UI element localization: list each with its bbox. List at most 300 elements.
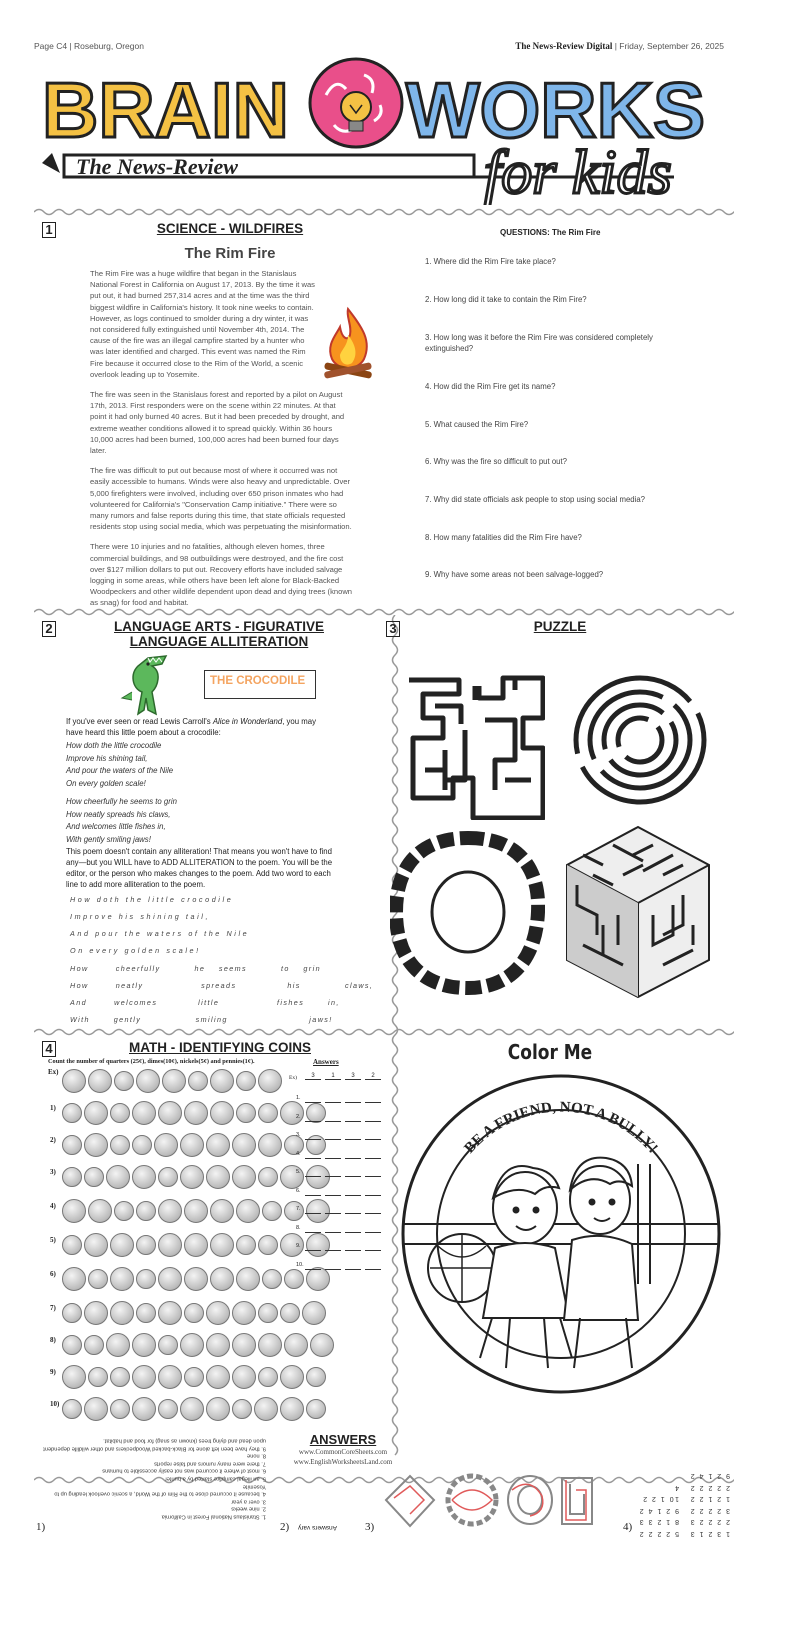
coin-icon [136,1235,156,1255]
answer-label-2: 2) [280,1521,290,1533]
answer-blank[interactable] [325,1259,341,1270]
answer-blank[interactable] [365,1222,381,1233]
coin-row [62,1397,326,1421]
coin-row-label: 6) [50,1270,56,1278]
crocodile-title-box [204,670,316,699]
coin-icon [280,1397,304,1421]
answers-site-1: www.CommonCoreSheets.com [298,1448,388,1456]
alliteration-task: This poem doesn't contain any alliteration! That means you won't have to find any—but you WILL have to ADD ALLITERATION to the poem. You will be the editor, or the person who makes changes to the poem. Add two word to each line to add more alliteration to the poem. [66,847,333,889]
coin-icon [84,1335,104,1355]
answer-blank[interactable] [345,1203,361,1214]
coin-icon [184,1233,208,1257]
answer-blanks[interactable] [305,1092,381,1103]
coin-icon [262,1269,282,1289]
coin-icon [184,1101,208,1125]
coin-icon [236,1235,256,1255]
coin-icon [206,1301,230,1325]
divider-3 [34,1026,734,1038]
coin-icon [258,1235,278,1255]
question-4: 4. How did the Rim Fire get its name? [425,382,556,391]
section-4-heading: MATH - IDENTIFYING COINS [129,1040,311,1055]
answer-blank[interactable] [325,1222,341,1233]
question-1: 1. Where did the Rim Fire take place? [425,257,556,266]
coin-row-label: 4) [50,1202,56,1210]
answer-blank[interactable] [345,1129,361,1140]
coin-icon [132,1365,156,1389]
answer-key-row: 9 2 1 4 2 [689,1472,730,1480]
coin-icon [84,1101,108,1125]
coin-icon [110,1399,130,1419]
answer-blanks[interactable] [305,1240,381,1251]
coin-icon [110,1367,130,1387]
coin-icon [62,1103,82,1123]
answer-blank[interactable] [345,1222,361,1233]
coin-row-label: 9) [50,1368,56,1376]
coin-icon [180,1133,204,1157]
section-4-number: 4 [42,1041,56,1057]
answer-key-row: 2 2 2 2 2 [689,1484,730,1491]
answer-blanks[interactable] [305,1222,381,1233]
coin-icon [258,1069,282,1093]
answer-blank[interactable] [345,1092,361,1103]
coin-icon [184,1267,208,1291]
answer-blank[interactable] [305,1111,321,1122]
question-8: 8. How many fatalities did the Rim Fire have? [425,533,582,542]
coin-row [62,1199,330,1223]
coin-icon [84,1301,108,1325]
coin-icon [114,1201,134,1221]
fill-line-8: With gently smiling jaws! [70,1015,333,1024]
section-1-heading: SCIENCE - WILDFIRES [156,221,304,236]
coin-icon [110,1267,134,1291]
coin-icon [232,1333,256,1357]
coin-icon [158,1365,182,1389]
answer-blank[interactable] [325,1203,341,1214]
coin-icon [284,1269,304,1289]
crocodile-icon [118,652,176,720]
answer-key-row: 1 3 2 1 3 [689,1530,730,1537]
answer-key-row: 5 2 2 2 2 [638,1530,679,1537]
coin-icon [114,1071,134,1091]
answer-blank[interactable] [305,1129,321,1140]
answer-line-label: 2. [296,1113,301,1120]
coloring-banner-text: BE A FRIEND, NOT A BULLY! [461,1099,661,1157]
coin-icon [132,1333,156,1357]
coin-icon [158,1233,182,1257]
coin-row [62,1233,330,1257]
coin-row-label: 5) [50,1236,56,1244]
answer-key-row: 2 2 2 2 3 [689,1518,730,1526]
coloring-page [400,1068,722,1398]
example-label: Ex) [48,1068,59,1076]
section-1-number: 1 [42,222,56,238]
coin-icon [84,1397,108,1421]
answer-blank[interactable] [305,1222,321,1233]
answer-blank[interactable] [345,1166,361,1177]
coin-icon [284,1135,304,1155]
poem-intro-end: , you may have heard this little poem about a crocodile: [66,717,317,737]
poem-stanza-2 [66,796,177,846]
answer-blank[interactable] [365,1111,381,1122]
coin-icon [62,1399,82,1419]
question-5: 5. What caused the Rim Fire? [425,420,529,429]
coin-icon [310,1333,334,1357]
question-7: 7. Why did state officials ask people to stop using social media? [425,495,646,504]
coin-row [62,1301,326,1325]
coin-icon [236,1071,256,1091]
coin-icon [62,1199,86,1223]
answer-blank[interactable] [345,1259,361,1270]
question-9: 9. Why have some areas not been salvage-logged? [425,570,604,579]
coin-icon [210,1101,234,1125]
maze-square-icon [405,670,545,820]
article-paragraph-1: The Rim Fire was a huge wildfire that began in the Stanislaus National Forest in California on August 17, 2013. By the time it was put out, it had burned 257,314 acres and at the time was the third biggest wildfire in California's history. It took nine weeks to contain. However, as logs continued to smolder during a dry winter, it was not considered fully extinguished until November 4th, 2014. The cause of the fire was an illegal campfire started by a hunter who was later identified and charged. This event was named the Rim Fire because it occurred close to the Rim of the World, a scenic overlook leading up to Yosemite. [90,269,315,379]
coin-icon [84,1167,104,1187]
coin-icon [232,1301,256,1325]
answer-blank[interactable] [305,1185,321,1196]
coin-icon [110,1301,134,1325]
coin-icon [232,1399,252,1419]
coin-icon [206,1365,230,1389]
paper-dateline [515,41,724,51]
answer-key-row: 1 2 1 2 2 [689,1495,730,1503]
answer-key-line: 3. over a year [231,1498,266,1505]
answer-blank[interactable] [325,1185,341,1196]
color-me-title: Color Me [507,1040,593,1064]
coin-icon [84,1233,108,1257]
coin-icon [232,1365,256,1389]
answer-key-line: 4. because it occurred close to the Rim of the World, a scenic overlook leading up to Yosemite [54,1483,266,1497]
poem-stanza-1 [66,740,173,790]
answer-blank[interactable] [305,1240,321,1251]
answer-blanks[interactable] [305,1129,381,1140]
coin-icon [158,1301,182,1325]
coin-row-label: 10) [50,1400,60,1408]
masthead-art [34,55,734,205]
coin-row-label: 8) [50,1336,56,1344]
coin-icon [254,1397,278,1421]
section-2-number: 2 [42,621,56,637]
coin-icon [306,1367,326,1387]
poem-intro-start: If you've ever seen or read Lewis Carroll's [66,717,213,726]
answer-blank[interactable] [365,1129,381,1140]
coin-icon [136,1069,160,1093]
article-paragraph-3: The fire was difficult to put out because most of where it occurred was not easily accessible to humans. Winds were also heavy and unpredictable. Over 5,000 firefighters were involved, including over 650 prison inmates who had volunteered for California's "Conservation Camp initiative." There were so many rumors and false reports during this time, that state officials requested residents stop using social media, which was perpetuating the misinformation. [90,466,352,532]
question-6: 6. Why was the fire so difficult to put out? [425,457,568,466]
coin-row [62,1267,330,1291]
answer-blank[interactable] [365,1185,381,1196]
answer-blank[interactable] [305,1259,321,1270]
coin-icon [110,1233,134,1257]
coin-icon [258,1167,278,1187]
example-answer: 3 [345,1073,361,1080]
fill-line-1: How doth the little crocodile [70,895,234,904]
answer-line-label: 3. [296,1132,301,1138]
answer-key-1 [38,1436,266,1520]
coin-icon [158,1335,178,1355]
coin-icon [284,1201,304,1221]
coin-icon [180,1333,204,1357]
answers-site-2: www.EnglishWorksheetsLand.com [293,1458,393,1466]
crocodile-title: THE CROCODILE [210,675,306,687]
maze-solutions-icon [382,1470,610,1532]
answer-blank[interactable] [305,1203,321,1214]
coin-icon [306,1267,330,1291]
brain-word: BRAIN [42,66,289,154]
answer-line-label: 10. [296,1261,304,1268]
coin-icon [210,1267,234,1291]
coin-row [62,1333,334,1357]
coin-icon [184,1303,204,1323]
fill-line-7: And welcomes little fishes in, [70,998,340,1007]
coin-icon [106,1333,130,1357]
coin-row [62,1165,330,1189]
page-info: Page C4 | Roseburg, Oregon [34,41,144,51]
answer-blank[interactable] [365,1259,381,1270]
poem-line: How neatly spreads his claws, [66,809,171,819]
maze-round-icon [570,670,710,810]
example-answer: 3 [305,1073,321,1080]
answer-blanks[interactable] [305,1259,381,1270]
poem-line: How cheerfully he seems to grin [66,797,177,806]
answer-key-row: 3 2 2 2 2 [689,1507,730,1514]
answer-blanks[interactable] [305,1148,381,1159]
answer-blank[interactable] [305,1092,321,1103]
answer-line-label: 6. [296,1187,301,1194]
answer-blank[interactable] [305,1148,321,1159]
fill-line-6: How neatly spreads his claws, [70,981,374,990]
coin-icon [158,1267,182,1291]
answer-blank[interactable] [325,1166,341,1177]
answer-key-line: 6. most of where it occurred was not easily accessible to humans [102,1467,266,1474]
coin-icon [258,1333,282,1357]
poem-intro [66,716,334,738]
coin-icon [88,1069,112,1093]
answer-blank[interactable] [365,1166,381,1177]
answer-line-label: 1. [296,1095,301,1101]
answer-blank[interactable] [305,1166,321,1177]
answer-key-row: 10 1 2 2 4 [641,1484,679,1503]
coin-icon [62,1267,86,1291]
coin-icon [62,1303,82,1323]
coin-icon [62,1365,86,1389]
coin-icon [184,1199,208,1223]
answer-line-label: 4. [296,1150,301,1157]
coin-icon [110,1135,130,1155]
coin-icon [236,1103,256,1123]
answer-key-row: 9 2 1 4 2 [638,1507,679,1514]
coin-icon [206,1333,230,1357]
answer-blank[interactable] [345,1148,361,1159]
poem-line: On every golden scale! [66,778,146,788]
book-title: Alice in Wonderland [212,717,283,726]
answer-blank[interactable] [325,1092,341,1103]
answer-blank[interactable] [325,1240,341,1251]
brain-lightbulb-icon [310,59,402,147]
coin-icon [132,1397,156,1421]
coin-icon [306,1399,326,1419]
coin-icon [162,1069,186,1093]
answer-line-label: 8. [296,1224,301,1231]
example-answers [305,1073,381,1080]
coin-icon [232,1133,256,1157]
example-answer: 2 [365,1073,381,1080]
answers-heading: ANSWERS [309,1432,377,1447]
answer-label-3: 3) [365,1521,375,1533]
answer-label-4: 4) [623,1521,633,1533]
answer-blank[interactable] [345,1240,361,1251]
answer-key-line: 8. none [247,1452,266,1459]
coin-icon [262,1201,282,1221]
coin-icon [210,1233,234,1257]
coin-icon [280,1303,300,1323]
answer-key-4 [636,1470,730,1539]
coin-icon [132,1135,152,1155]
coin-icon [232,1165,256,1189]
coin-icon [62,1235,82,1255]
poem-line: With gently smiling jaws! [66,834,151,844]
for-kids-word: for kids [484,139,672,205]
coin-icon [210,1069,234,1093]
coin-row-label: 7) [50,1304,56,1312]
answer-blank[interactable] [325,1129,341,1140]
coin-icon [180,1165,204,1189]
campfire-icon [322,305,374,383]
answers-title: Answers [313,1058,339,1066]
coin-icon [84,1133,108,1157]
coin-icon [184,1367,204,1387]
answer-key-row: 8 1 2 3 3 [638,1518,679,1526]
answers-ex-label: Ex) [289,1075,297,1081]
coin-icon [258,1303,278,1323]
coin-icon [62,1069,86,1093]
coin-icon [136,1201,156,1221]
section-3-heading: PUZZLE [533,619,587,634]
divider-top [34,206,734,218]
answer-line-label: 5. [296,1169,301,1175]
answer-blank[interactable] [365,1203,381,1214]
answer-key-line: 2. nine weeks [231,1505,266,1512]
answer-blanks[interactable] [305,1185,381,1196]
coin-icon [154,1133,178,1157]
coin-row [62,1101,326,1125]
coin-icon [206,1165,230,1189]
coin-icon [158,1399,178,1419]
answer-blank[interactable] [365,1148,381,1159]
poem-line: How doth the little crocodile [66,741,162,750]
paper-logo-text: The News-Review [76,154,238,179]
answer-blank[interactable] [325,1148,341,1159]
questions-title: QUESTIONS: The Rim Fire [500,228,601,237]
coin-instructions: Count the number of quarters (25¢), dimes(10¢), nickels(5¢) and pennies(1¢). [48,1058,255,1065]
answer-blanks[interactable] [305,1166,381,1177]
poem-line: And pour the waters of the Nile [66,766,174,775]
coin-icon [236,1267,260,1291]
coin-icon [180,1397,204,1421]
maze-cube-icon [563,825,713,1000]
coin-icon [258,1103,278,1123]
example-answer: 1 [325,1073,341,1080]
coin-icon [62,1167,82,1187]
answer-label-1: 1) [36,1521,46,1533]
coin-icon [88,1269,108,1289]
answer-blanks[interactable] [305,1111,381,1122]
article-paragraph-4: There were 10 injuries and no fatalities, although eleven homes, three commercial buildings, and 98 outbuildings were destroyed, and the fire cost over $127 million dollars to put out. Recovery efforts have included salvage logging in some areas, while others have been left alone for Black-Backed Woodpeckers and other wildlife dependent upon dead and dying trees (known as snag) for food and habitat. [90,542,353,608]
article-paragraph-2: The fire was seen in the Stanislaus forest and reported by a pilot on August 17th, 2013. First responders were on the scene within 22 minutes. At that point it had only burned 40 acres. But it had been preceded by drought, and extreme weather conditions allowed it to spread quickly. Within 36 hours 10,000 acres had been burned, 100,000 acres had been burned four days later. [90,390,345,456]
answer-key-line: 9. they have been left alone for Black-backed Woodpeckers and other wildlife dependent upon dead and dying trees (known as snag) for food and habitat. [43,1437,266,1452]
coin-row-label: 3) [50,1168,56,1176]
fill-line-4: On every golden scale! [70,946,201,955]
coin-icon [258,1367,278,1387]
coin-icon [62,1335,82,1355]
section-3-number: 3 [386,621,400,637]
coin-icon [88,1367,108,1387]
answer-key-line: 5. an illegal campfire started by a hunter [164,1475,266,1482]
coin-icon [136,1269,156,1289]
answer-blank[interactable] [345,1111,361,1122]
answer-line-label: 9. [296,1243,301,1249]
coin-icon [158,1101,182,1125]
coin-icon [188,1071,208,1091]
question-2: 2. How long did it take to contain the Rim Fire? [425,295,587,304]
coin-icon [280,1365,304,1389]
coin-icon [136,1303,156,1323]
coin-icon [302,1301,326,1325]
coin-icon [284,1333,308,1357]
answer-key-line: 7. there were many rumors and false reports [154,1460,266,1467]
coin-icon [110,1103,130,1123]
works-word: WORKS [406,66,705,154]
coin-icon [236,1199,260,1223]
answer-blank[interactable] [345,1185,361,1196]
fill-line-5: How cheerfully he seems to grin [70,964,321,973]
date: | Friday, September 26, 2025 [612,41,724,51]
article-title: The Rim Fire [184,245,276,262]
answer-blank[interactable] [325,1111,341,1122]
coin-icon [206,1397,230,1421]
coin-row-label: 2) [50,1136,56,1144]
answer-blanks[interactable] [305,1203,381,1214]
fill-line-2: Improve his shining tail, [70,912,211,921]
answer-line-label: 7. [296,1206,301,1212]
answer-blank[interactable] [365,1092,381,1103]
coin-row [62,1133,326,1157]
poem-line: Improve his shining tail, [66,753,148,763]
coin-icon [258,1133,282,1157]
coin-icon [106,1165,130,1189]
answer-key-line: 1. Stanislaus National Forest in California [161,1513,266,1520]
coin-icon [158,1167,178,1187]
coin-row [62,1365,326,1389]
coin-icon [88,1199,112,1223]
article-body [90,268,355,618]
answer-key-2: Answers vary [298,1524,338,1531]
coin-icon [62,1135,82,1155]
paper-name: The News-Review Digital [515,41,613,51]
poem-line: And welcomes little fishes in, [66,822,166,831]
question-3: 3. How long was it before the Rim Fire was considered completely extinguished? [425,333,653,353]
fill-line-3: And pour the waters of the Nile [70,929,250,938]
coin-icon [210,1199,234,1223]
answer-blank[interactable] [365,1240,381,1251]
coin-row-label: 1) [50,1104,56,1112]
maze-ring-icon [390,830,545,995]
coin-icon [132,1165,156,1189]
coin-icon [132,1101,156,1125]
coin-icon [158,1199,182,1223]
example-coin-row [62,1069,282,1093]
section-2-heading: LANGUAGE ARTS - FIGURATIVE LANGUAGE ALLITERATION [114,619,324,649]
